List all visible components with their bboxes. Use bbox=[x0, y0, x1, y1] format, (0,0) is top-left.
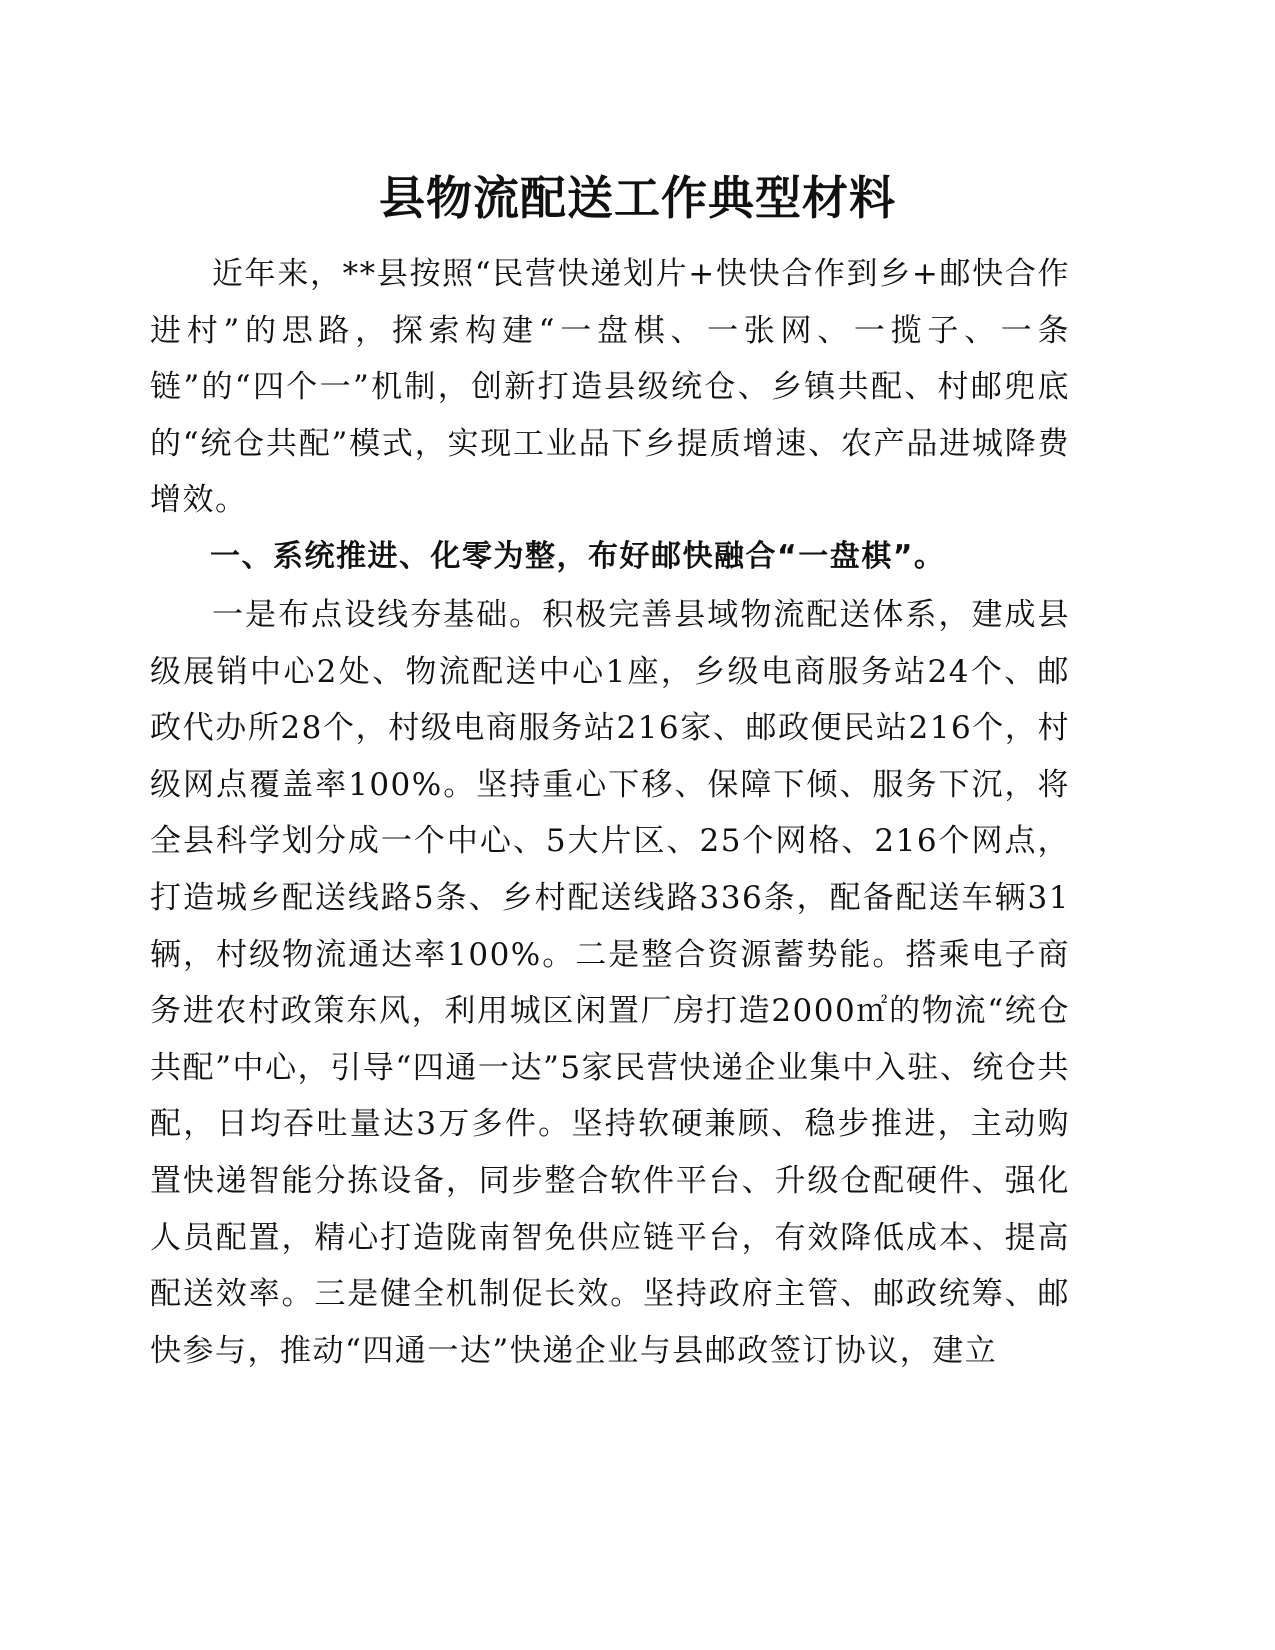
section-heading-1: 一、系统推进、化零为整，布好邮快融合“一盘棋”。 bbox=[210, 539, 946, 574]
section-1-paragraph: 一是布点设线夯基础。积极完善县域物流配送体系，建成县级展销中心2处、物流配送中心1座，乡级电商服务站24个、邮政代办所28个，村级电商服务站216家、邮政便民站216个，村级网点覆盖率100%。坚持重心下移、保障下倾、服务下沉，将全县科学划分成一个中心、5大片区、25个网格、216个网点，打造城乡配送线路5条、乡村配送线路336条，配备配送车辆31辆，村级物流通达率100%。二是整合资源蓄势能。搭乘电子商务进农村政策东风，利用城区闲置厂房打造2000㎡的物流“统仓共配”中心，引导“四通一达”5家民营快递企业集中入驻、统仓共配，日均吞吐量达3万多件。坚持软硬兼顾、稳步推进，主动购置快递智能分拣设备，同步整合软件平台、升级仓配硬件、强化人员配置，精心打造陇南智免供应链平台，有效降低成本、提高配送效率。三是健全机制促长效。坚持政府主管、邮政统筹、邮快参与，推动“四通一达”快递企业与县邮政签订协议，建立 bbox=[150, 597, 1070, 1369]
document-title: 县物流配送工作典型材料 bbox=[379, 171, 896, 225]
intro-paragraph: 近年来，**县按照“民营快递划片+快快合作到乡+邮快合作进村”的思路，探索构建“一盘棋、一张网、一揽子、一条链”的“四个一”机制，创新打造县级统仓、乡镇共配、村邮兜底的“统仓共配”模式，实现工业品下乡提质增速、农产品进城降费增效。 bbox=[150, 256, 1070, 519]
